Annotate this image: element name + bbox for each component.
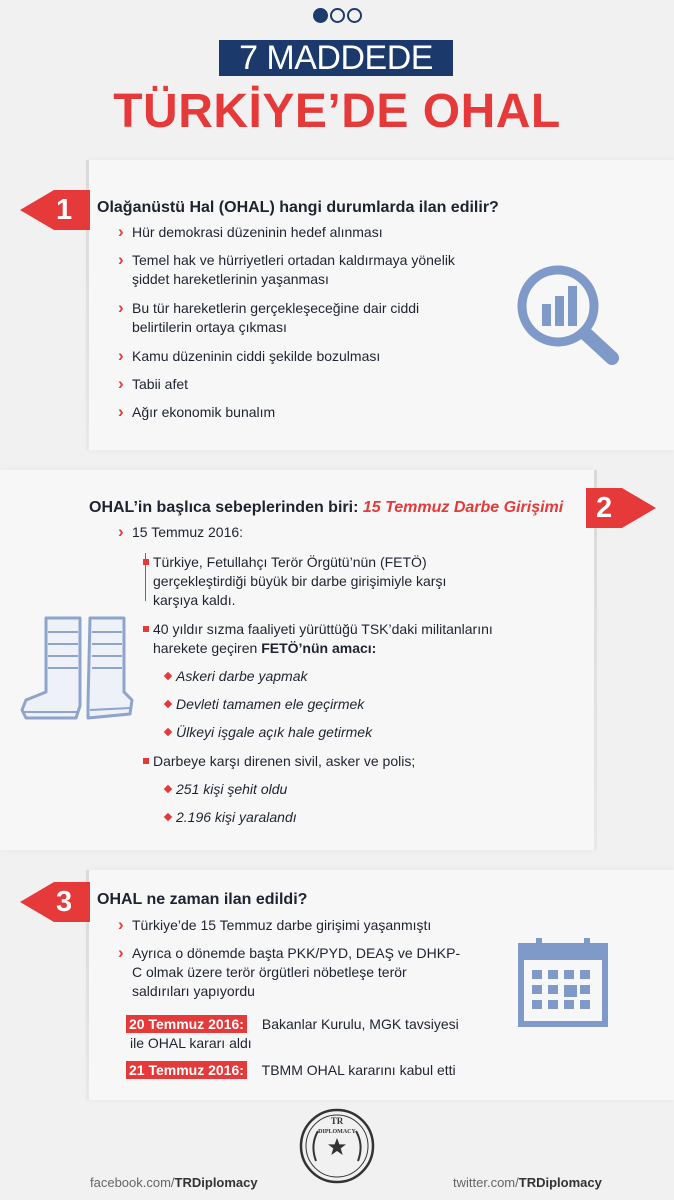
- facebook-link[interactable]: [90, 1175, 258, 1190]
- pager-dot-2[interactable]: [330, 8, 345, 23]
- title-line-2: TÜRKİYE’DE OHAL: [113, 85, 561, 138]
- chevron-right-icon: ›: [118, 374, 124, 393]
- list-item: Tabii afet: [132, 376, 189, 392]
- section-2-bullet-1: Türkiye, Fetullahçı Terör Örgütü’nün (FETÖ) gerçekleştirdiği büyük bir darbe girişimiyle karşı karşıya kaldı.: [153, 554, 447, 608]
- chevron-right-icon: ›: [118, 222, 124, 241]
- section-2-bullet-2-bold: FETÖ’nün amacı:: [261, 640, 377, 656]
- twitter-link[interactable]: [453, 1175, 602, 1190]
- chevron-right-icon: ›: [118, 402, 124, 421]
- military-boots-icon: [18, 614, 138, 732]
- section-2-date: 15 Temmuz 2016:: [132, 524, 244, 540]
- date-tag-21-july: 21 Temmuz 2016:: [126, 1061, 247, 1079]
- pager-dot-3[interactable]: [347, 8, 362, 23]
- section-1-number: 1: [56, 194, 73, 226]
- aim-item: Askeri darbe yapmak: [176, 668, 308, 684]
- section-3-flag: [20, 880, 90, 924]
- chevron-right-icon: ›: [118, 298, 124, 317]
- magnifier-chart-icon: [514, 262, 620, 366]
- logo-arc-text: DIPLOMACY: [318, 1129, 356, 1135]
- section-2-bullet-3: Darbeye karşı direnen sivil, asker ve polis;: [153, 753, 416, 769]
- list-item: Hür demokrasi düzeninin hedef alınması: [132, 224, 383, 240]
- section-2-number: 2: [596, 492, 613, 524]
- chevron-right-icon: ›: [118, 250, 124, 269]
- section-2-heading-text: OHAL’in başlıca sebeplerinden biri:: [89, 499, 363, 516]
- twitter-handle: TRDiplomacy: [518, 1175, 602, 1190]
- date-1-text-cont: ile OHAL kararı aldı: [130, 1035, 252, 1051]
- date-tag-20-july: 20 Temmuz 2016:: [126, 1015, 247, 1033]
- section-1-flag: [20, 188, 90, 232]
- section-2-heading: [89, 498, 563, 518]
- calendar-icon: [518, 936, 608, 1028]
- section-3-question: OHAL ne zaman ilan edildi?: [97, 891, 308, 908]
- list-item: Temel hak ve hürriyetleri ortadan kaldırmaya yönelik şiddet hareketlerinin yaşanması: [132, 252, 455, 287]
- title-line-1: 7 MADDEDE: [219, 40, 453, 76]
- casualty-item: 251 kişi şehit oldu: [176, 781, 288, 797]
- list-item: Ağır ekonomik bunalım: [132, 404, 276, 420]
- casualty-item: 2.196 kişi yaralandı: [176, 809, 297, 825]
- aim-item: Devleti tamamen ele geçirmek: [176, 696, 365, 712]
- chevron-right-icon: ›: [118, 346, 124, 365]
- list-item: Türkiye’de 15 Temmuz darbe girişimi yaşanmıştı: [132, 917, 432, 933]
- flag-3-shape: [20, 880, 90, 924]
- section-2-bullet-2-text: 40 yıldır sızma faaliyeti yürüttüğü TSK’daki militanlarını harekete geçiren: [153, 621, 493, 656]
- list-item: Bu tür hareketlerin gerçekleşeceğine dair ciddi belirtilerin ortaya çıkması: [132, 300, 420, 335]
- chevron-right-icon: ›: [118, 943, 124, 962]
- bullet-square: [143, 758, 149, 764]
- list-item: Ayrıca o dönemde başta PKK/PYD, DEAŞ ve DHKP-C olmak üzere terör örgütleri nöbetleşe terör saldırıları yapıyordu: [132, 945, 461, 999]
- twitter-prefix: twitter.com/: [453, 1175, 519, 1190]
- facebook-prefix: facebook.com/: [90, 1175, 175, 1190]
- logo-tr-text: TR: [330, 1116, 344, 1126]
- facebook-handle: TRDiplomacy: [174, 1175, 258, 1190]
- flag-1-shape: [20, 188, 90, 232]
- date-1-text: Bakanlar Kurulu, MGK tavsiyesi: [258, 1016, 459, 1032]
- chevron-right-icon: ›: [118, 522, 124, 541]
- bullet-square: [143, 626, 149, 632]
- section-2-flag: [586, 486, 656, 530]
- section-1-question: Olağanüstü Hal (OHAL) hangi durumlarda ilan edilir?: [97, 199, 499, 216]
- tr-diplomacy-seal-logo: [298, 1105, 376, 1187]
- list-item: Kamu düzeninin ciddi şekilde bozulması: [132, 348, 381, 364]
- section-3-number: 3: [56, 886, 73, 918]
- pager-dot-active[interactable]: [313, 8, 328, 23]
- aim-item: Ülkeyi işgale açık hale getirmek: [176, 724, 373, 740]
- date-2-text: TBMM OHAL kararını kabul etti: [258, 1062, 456, 1078]
- chevron-right-icon: ›: [118, 915, 124, 934]
- section-2-heading-highlight: 15 Temmuz Darbe Girişimi: [362, 499, 564, 516]
- bullet-square: [143, 559, 149, 565]
- section-2-bullet-2: [153, 620, 493, 658]
